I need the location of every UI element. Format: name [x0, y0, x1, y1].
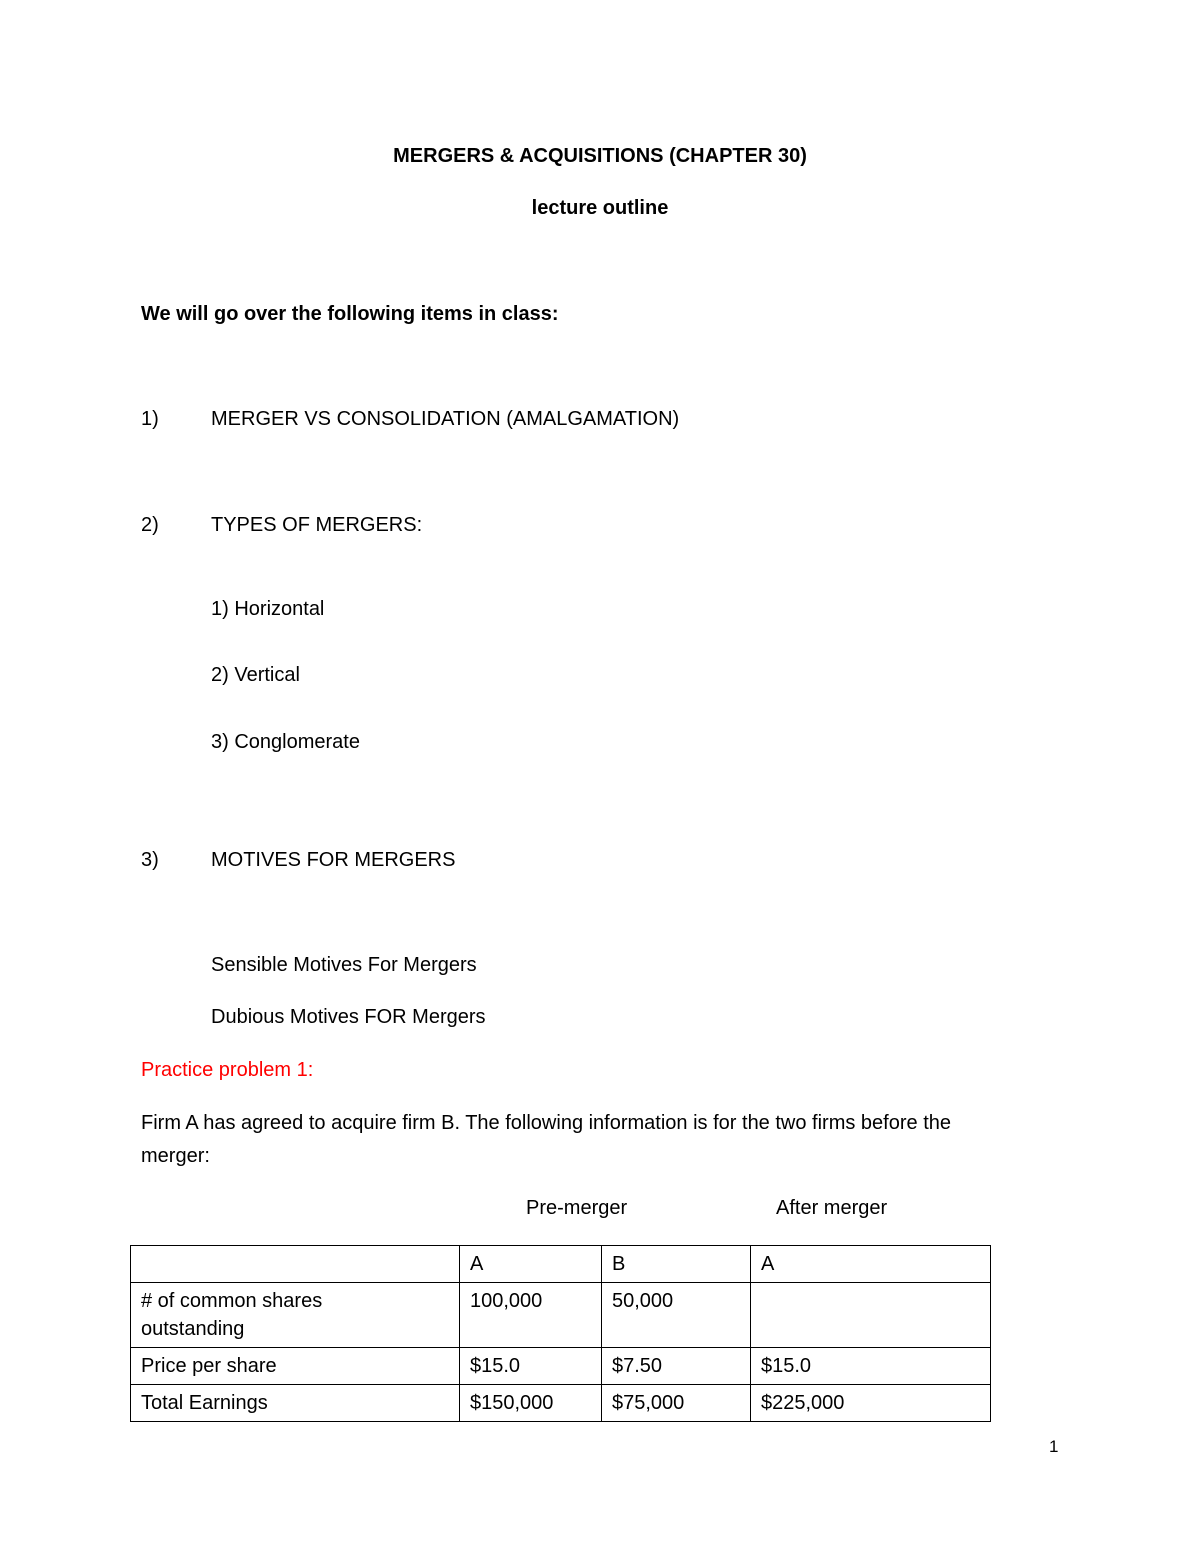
motive-item: Sensible Motives For Mergers [211, 954, 477, 976]
list-item-number: 2) [141, 514, 159, 536]
table-cell-b: $7.50 [602, 1348, 751, 1385]
list-item-text: TYPES OF MERGERS: [211, 514, 423, 536]
table-cell-label: Price per share [131, 1348, 460, 1385]
table-group-pre-merger: Pre-merger [526, 1197, 628, 1219]
table-cell-after: $15.0 [751, 1348, 991, 1385]
table-row [131, 1283, 991, 1348]
merger-type-item: 2) Vertical [211, 664, 300, 686]
list-item-text: MOTIVES FOR MERGERS [211, 849, 456, 871]
motive-item: Dubious Motives FOR Mergers [211, 1006, 486, 1028]
table-header-cell: A [751, 1246, 991, 1283]
merger-data-table [130, 1245, 991, 1422]
table-cell-b: $75,000 [602, 1385, 751, 1422]
page-number: 1 [1049, 1437, 1059, 1456]
table-header-row [131, 1246, 991, 1283]
table-row [131, 1385, 991, 1422]
table-cell-label [131, 1283, 460, 1348]
list-item-text: MERGER VS CONSOLIDATION (AMALGAMATION) [211, 408, 680, 430]
table-cell-b: 50,000 [602, 1283, 751, 1348]
list-item-number: 3) [141, 849, 159, 871]
table-cell-after [751, 1283, 991, 1348]
label-line: # of common shares [141, 1290, 323, 1312]
table-cell-after: $225,000 [751, 1385, 991, 1422]
label-line: outstanding [141, 1318, 245, 1340]
table-row [131, 1348, 991, 1385]
table-header-cell [131, 1246, 460, 1283]
page-title: MERGERS & ACQUISITIONS (CHAPTER 30) [393, 145, 807, 167]
merger-type-item: 3) Conglomerate [211, 731, 360, 753]
practice-heading: Practice problem 1: [141, 1059, 314, 1081]
table-header-cell: A [460, 1246, 602, 1283]
table-cell-a: $15.0 [460, 1348, 602, 1385]
practice-text-line: merger: [141, 1145, 210, 1167]
intro-text: We will go over the following items in class: [141, 303, 559, 325]
table-cell-a: $150,000 [460, 1385, 602, 1422]
table-cell-a: 100,000 [460, 1283, 602, 1348]
table-header-cell: B [602, 1246, 751, 1283]
practice-text-line: Firm A has agreed to acquire firm B. The following information is for the two firms before the [141, 1112, 951, 1134]
page-subtitle: lecture outline [531, 197, 669, 219]
table-cell-label: Total Earnings [131, 1385, 460, 1422]
merger-type-item: 1) Horizontal [211, 598, 325, 620]
list-item-number: 1) [141, 408, 159, 430]
table-group-after-merger: After merger [776, 1197, 888, 1219]
